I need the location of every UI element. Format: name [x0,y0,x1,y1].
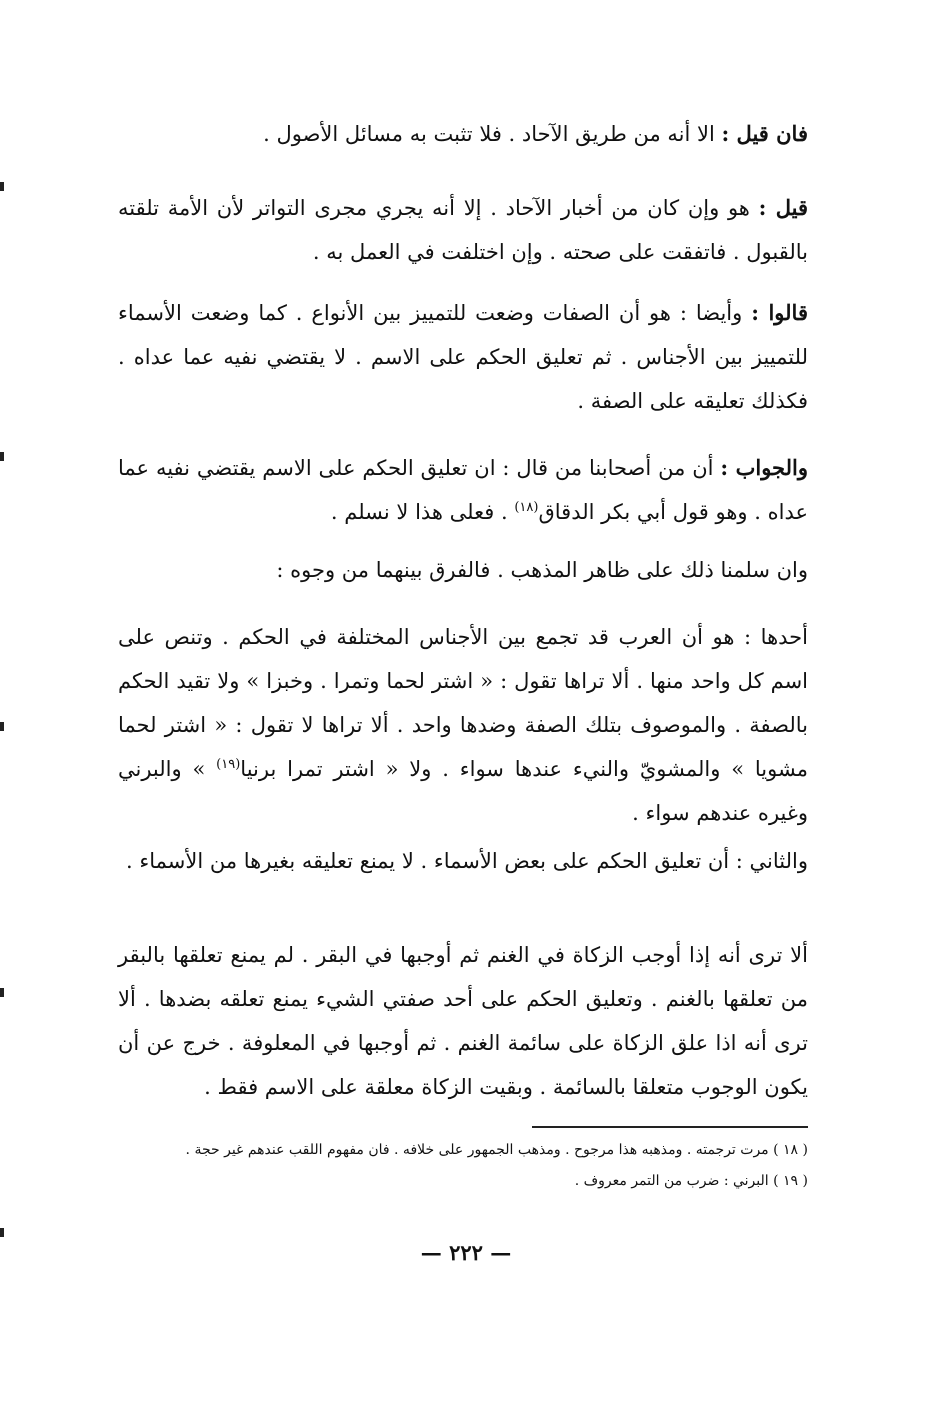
paragraph-lead: والجواب : [720,455,808,480]
scan-edge-mark [0,182,4,191]
footnotes [118,1135,808,1197]
paragraph-reply [118,186,808,274]
paragraph-they-said [118,291,808,423]
paragraph-second-difference [118,839,808,883]
paragraph-objection [118,112,808,156]
paragraph-text: أحدها : هو أن العرب قد تجمع بين الأجناس المختلفة في الحكم . وتنص على اسم كل واحد منها . ألا تراها تقول : « اشتر لحما وتمرا . وخبزا » ولا تقيد الحكم بالصفة . والموصوف بتلك الصفة وضدها واحد . ألا تراها لا تقول : « اشتر لحما مشويا » والمشويّ والنيء عندها سواء . ولا « اشتر تمرا برنيا [118,625,808,781]
paragraph-text: وأيضا : هو أن الصفات وضعت للتمييز بين الأنواع . كما وضعت الأسماء للتمييز بين الأجناس . ثم تعليق الحكم على الاسم . لا يقتضي نفيه عما عداه . فكذلك تعليقه على الصفة . [118,301,808,413]
footnote-18: ( ١٨ ) مرت ترجمته . ومذهبه هذا مرجوح . ومذهب الجمهور على خلافه . فان مفهوم اللقب عندهم غير حجة . [185,1142,808,1158]
paragraph-text: أن من أصحابنا من قال : ان تعليق الحكم على الاسم يقتضي نفيه عما عداه . وهو قول أبي بكر الدقاق [118,456,808,524]
paragraph-answer [118,446,808,534]
footnote-19: ( ١٩ ) البرني : ضرب من التمر معروف . [574,1173,808,1189]
paragraph-text: ألا ترى أنه إذا أوجب الزكاة في الغنم ثم أوجبها في البقر . لم يمنع تعلقها بالبقر من تعلقها بالغنم . وتعليق الحكم على أحد صفتي الشيء يمنع تعلقه بضدها . ألا ترى أنه اذا علق الزكاة على سائمة الغنم . ثم أوجبها في المعلوفة . خرج عن أن يكون الوجوب متعلقا بالسائمة . وبقيت الزكاة معلقة على الاسم فقط . [118,943,808,1099]
paragraph-zakat-example [118,933,808,1109]
paragraph-text: وان سلمنا ذلك على ظاهر المذهب . فالفرق بينهما من وجوه : [276,558,808,582]
paragraph-differences-intro [118,548,808,592]
paragraph-text: والثاني : أن تعليق الحكم على بعض الأسماء . لا يمنع تعليقه بغيرها من الأسماء . [126,849,808,873]
paragraph-lead: فان قيل : [721,121,808,146]
paragraph-text: الا أنه من طريق الآحاد . فلا تثبت به مسائل الأصول . [263,122,722,146]
scan-edge-mark [0,452,4,461]
paragraph-first-difference [118,615,808,835]
paragraph-lead: قيل : [758,195,808,220]
paragraph-lead: قالوا : [751,300,808,325]
paragraph-text: هو وإن كان من أخبار الآحاد . إلا أنه يجري مجرى التواتر لأن الأمة تلقته بالقبول . فاتفقت على صحته . وإن اختلفت في العمل به . [118,196,808,264]
footnote-reference: (١٩) [216,757,241,772]
scan-edge-mark [0,722,4,731]
paragraph-text-after: » والبرني وغيره عندهم سواء . [118,757,808,825]
scan-edge-mark [0,988,4,997]
page-number: — ٢٢٢ — [420,1240,512,1265]
scan-edge-mark [0,1228,4,1237]
paragraph-text-after: . فعلى هذا لا نسلم . [330,500,515,524]
footnote-reference: (١٨) [514,500,539,515]
footnote-divider [532,1126,808,1128]
